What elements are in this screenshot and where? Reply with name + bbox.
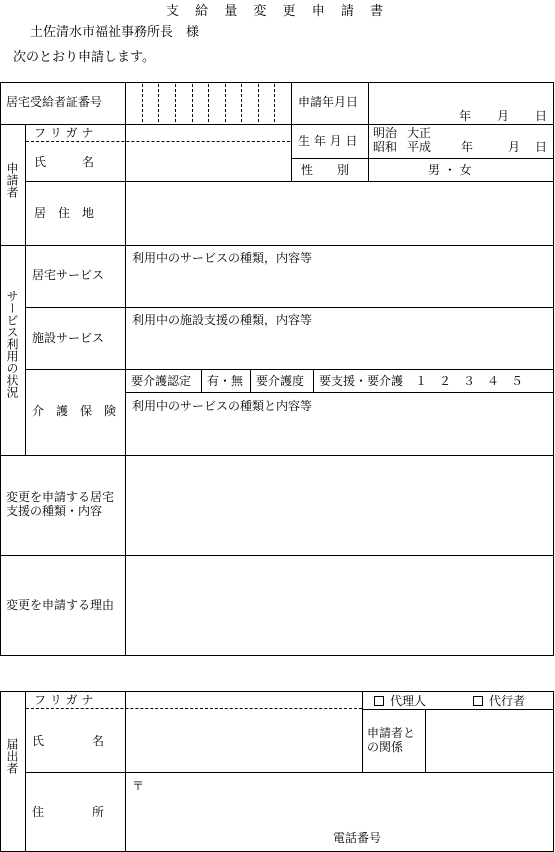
relation-label-line1: 申請者と [367,726,416,740]
apply-date-day: 日 [535,109,548,123]
change-kind-field[interactable] [126,456,553,555]
applicant-label: 申請者 [5,162,19,198]
home-service-field[interactable] [126,246,553,307]
care-insurance-label: 介 護 保 険 [32,404,117,418]
sex-options[interactable]: 男 ・ 女 [428,163,472,177]
phone-label: 電話番号 [333,831,382,845]
submitter-furigana-label: フ リ ガ ナ [34,693,94,707]
change-kind-label-line2: 支援の種類・内容 [6,504,103,518]
facility-service-label: 施設サービス [32,331,105,345]
home-service-label: 居宅サービス [32,268,105,282]
submitter-label: 届出者 [5,738,19,774]
furigana-label: フ リ ガ ナ [34,126,94,140]
name-field[interactable] [126,142,290,181]
change-reason-label: 変更を申請する理由 [6,598,115,612]
care-insurance-field[interactable] [126,393,553,455]
service-usage-label: サービス利用の状況 [5,290,19,398]
era-showa: 昭和 [373,140,398,154]
relation-label-line2: の関係 [367,740,404,754]
sex-label: 性 別 [301,163,350,177]
care-insurance-note: 利用中のサービスの種類と内容等 [132,399,313,413]
addressee: 土佐清水市福祉事務所長 様 [30,25,200,40]
agent-checkbox[interactable] [374,696,384,706]
cert-number-field[interactable] [126,83,290,124]
agent-option[interactable] [374,694,426,708]
submitter-name-field[interactable] [126,709,362,772]
name-label: 氏 名 [34,155,95,169]
care-cert-options[interactable]: 有・無 [207,374,244,388]
furigana-field[interactable] [126,125,290,141]
care-cert-label: 要介護認定 [131,374,192,388]
change-reason-field[interactable] [126,556,553,655]
postal-mark: 〒 [132,779,145,793]
care-level-options[interactable]: 要支援・要介護 １ ２ ３ ４ ５ [319,374,524,388]
era-heisei: 平成 [407,140,432,154]
birth-month: 月 [508,140,521,154]
care-level-label: 要介護度 [256,374,305,388]
submitter-name-label: 氏 名 [32,734,105,748]
birth-day: 日 [535,140,548,154]
birth-year: 年 [461,140,474,154]
cert-number-label: 居宅受給者証番号 [6,95,103,109]
facility-service-note: 利用中の施設支援の種類，内容等 [132,313,313,327]
form-title: 支 給 量 変 更 申 請 書 [166,4,389,19]
proxy-checkbox[interactable] [473,696,483,706]
era-taisho: 大正 [407,126,432,140]
intro-text: 次のとおり申請します。 [13,50,155,65]
address-field[interactable] [126,182,553,245]
address-label: 居 住 地 [34,206,95,220]
submitter-furigana-field[interactable] [126,692,362,708]
proxy-label: 代行者 [489,694,526,708]
era-meiji: 明治 [373,126,398,140]
agent-label: 代理人 [390,694,427,708]
facility-service-field[interactable] [126,308,553,369]
submitter-address-label: 住 所 [32,805,105,819]
birth-date-label: 生 年 月 日 [298,134,358,148]
relation-field[interactable] [426,710,553,772]
apply-date-label: 申請年月日 [298,95,359,109]
proxy-option[interactable] [473,694,525,708]
apply-date-month: 月 [497,109,510,123]
apply-date-year: 年 [459,109,472,123]
change-kind-label-line1: 変更を申請する居宅 [6,490,115,504]
home-service-note: 利用中のサービスの種類，内容等 [132,251,313,265]
